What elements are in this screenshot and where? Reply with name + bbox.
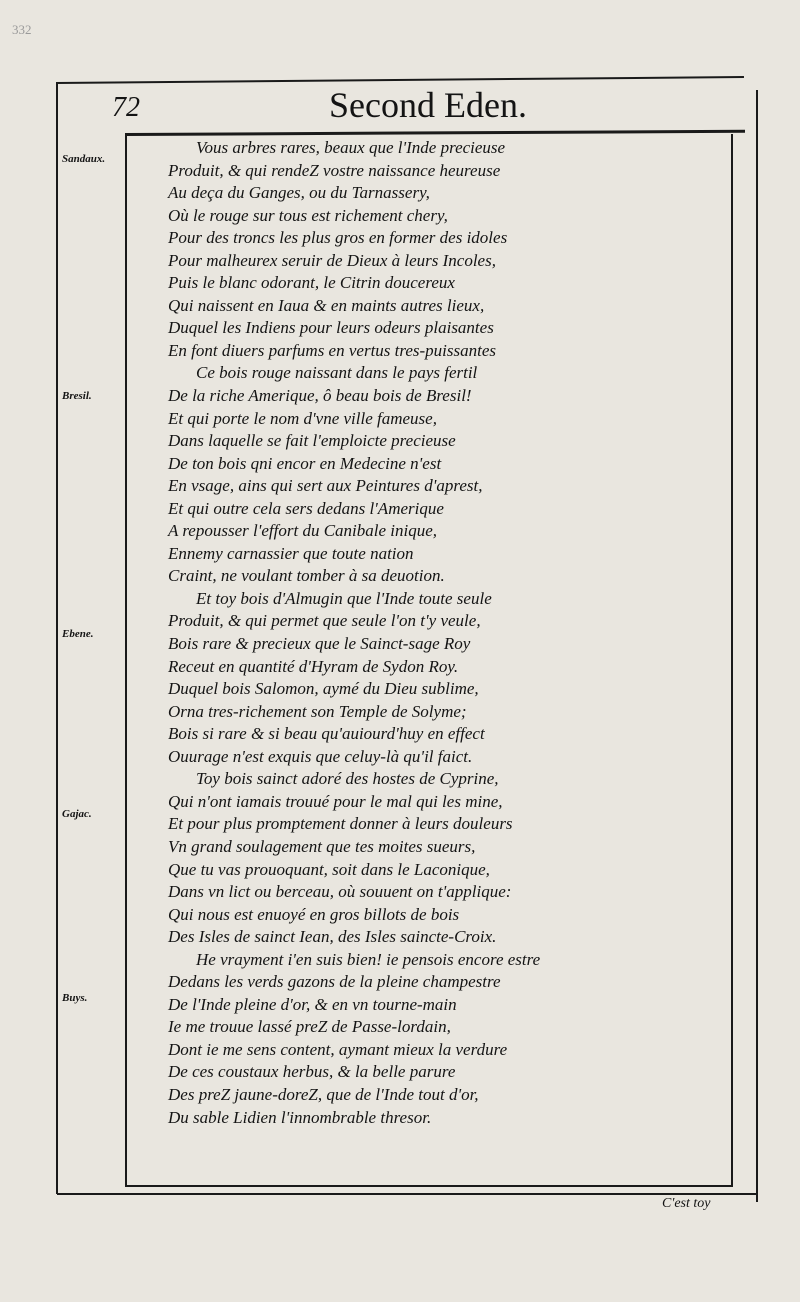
verse-line: Et toy bois d'Almugin que l'Inde toute seule	[196, 588, 492, 608]
verse-line: Qui naissent en Iaua & en maints autres lieux,	[168, 295, 485, 315]
margin-note-bresil: Bresil.	[62, 390, 92, 402]
right-outer-rule	[756, 90, 758, 1202]
verse-line: Et pour plus promptement donner à leurs douleurs	[168, 814, 513, 834]
verse-line: Au deça du Ganges, ou du Tarnassery,	[168, 183, 430, 203]
verse-line: Du sable Lidien l'innombrable thresor.	[168, 1107, 432, 1127]
margin-note-sandaux: Sandaux.	[62, 153, 106, 165]
verse-line: Ennemy carnassier que toute nation	[168, 543, 414, 563]
verse-line: Duquel bois Salomon, aymé du Dieu sublime,	[168, 679, 479, 699]
verse-line: De ton bois qni encor en Medecine n'est	[168, 453, 442, 473]
verse-line: A repousser l'effort du Canibale inique,	[168, 521, 438, 541]
verse-line: Pour des troncs les plus gros en former des idoles	[168, 228, 508, 248]
verse-line: Vn grand soulagement que tes moites sueurs,	[168, 836, 476, 856]
left-outer-rule	[56, 84, 58, 1194]
verse-line: Duquel les Indiens pour leurs odeurs plaisantes	[168, 318, 494, 338]
verse-line: He vrayment i'en suis bien! ie pensois encore estre	[196, 949, 541, 969]
verse-line: Et qui porte le nom d'vne ville fameuse,	[168, 408, 437, 428]
poem-text	[168, 137, 728, 1129]
verse-line: Orna tres-richement son Temple de Solyme;	[168, 701, 467, 721]
verse-line: Toy bois sainct adoré des hostes de Cyprine,	[196, 769, 499, 789]
verse-line: Qui nous est enuoyé en gros billots de bois	[168, 904, 460, 924]
verse-line: Dans vn lict ou berceau, où souuent on t'applique:	[168, 882, 512, 902]
right-inner-rule	[731, 134, 733, 1186]
verse-line: Des Isles de sainct Iean, des Isles saincte-Croix.	[168, 927, 497, 947]
verse-line: Produit, & qui permet que seule l'on t'y veule,	[168, 611, 481, 631]
verse-line: De ces coustaux herbus, & la belle parure	[168, 1062, 456, 1082]
verse-line: Ouurage n'est exquis que celuy-là qu'il faict.	[168, 746, 473, 766]
margin-note-gajac: Gajac.	[62, 808, 92, 820]
verse-line: Et qui outre cela sers dedans l'Amerique	[168, 498, 444, 518]
catchword: C'est toy	[662, 1196, 711, 1211]
bottom-inner-rule	[125, 1185, 733, 1187]
margin-note-buys: Buys.	[62, 992, 88, 1004]
corner-pencil-note: 332	[12, 22, 32, 37]
verse-line: Qui n'ont iamais trouué pour le mal qui les mine,	[168, 791, 503, 811]
verse-line: Des preZ jaune-doreZ, que de l'Inde tout d'or,	[168, 1084, 479, 1104]
verse-line: Ie me trouue lassé preZ de Passe-lordain,	[168, 1017, 451, 1037]
verse-line: Où le rouge sur tous est richement chery,	[168, 205, 448, 225]
verse-line: Vous arbres rares, beaux que l'Inde precieuse	[196, 138, 506, 157]
verse-line: En font diuers parfums en vertus tres-puissantes	[168, 340, 497, 360]
verse-line: Craint, ne voulant tomber à sa deuotion.	[168, 566, 445, 586]
top-inner-rule	[125, 130, 745, 136]
verse-line: Ce bois rouge naissant dans le pays fertil	[196, 363, 478, 383]
verse-line: De l'Inde pleine d'or, & en vn tourne-main	[168, 994, 457, 1014]
verse-line: De la riche Amerique, ô beau bois de Bresil!	[168, 386, 472, 406]
verse-line: Dans laquelle se fait l'emploicte precieuse	[168, 431, 456, 451]
verse-line: Dedans les verds gazons de la pleine champestre	[168, 972, 501, 992]
verse-line: Puis le blanc odorant, le Citrin doucereux	[168, 273, 455, 293]
bottom-outer-rule	[57, 1193, 757, 1195]
verse-line: Receut en quantité d'Hyram de Sydon Roy.	[168, 656, 459, 676]
verse-line: Bois si rare & si beau qu'auiourd'huy en effect	[168, 724, 485, 744]
verse-line: Bois rare & precieux que le Sainct-sage Roy	[168, 634, 471, 654]
top-outer-rule	[56, 76, 744, 84]
running-title: Second Eden.	[329, 85, 527, 125]
page-number: 72	[112, 92, 140, 123]
verse-line: Pour malheurex seruir de Dieux à leurs Incoles,	[168, 250, 496, 270]
verse-line: Que tu vas prouoquant, soit dans le Laconique,	[168, 859, 490, 879]
verse-line: Dont ie me sens content, aymant mieux la verdure	[168, 1039, 508, 1059]
verse-line: Produit, & qui rendeZ vostre naissance heureuse	[168, 160, 501, 180]
margin-note-ebene: Ebene.	[62, 628, 94, 640]
left-inner-rule	[125, 134, 127, 1186]
verse-line: En vsage, ains qui sert aux Peintures d'aprest,	[168, 476, 483, 496]
